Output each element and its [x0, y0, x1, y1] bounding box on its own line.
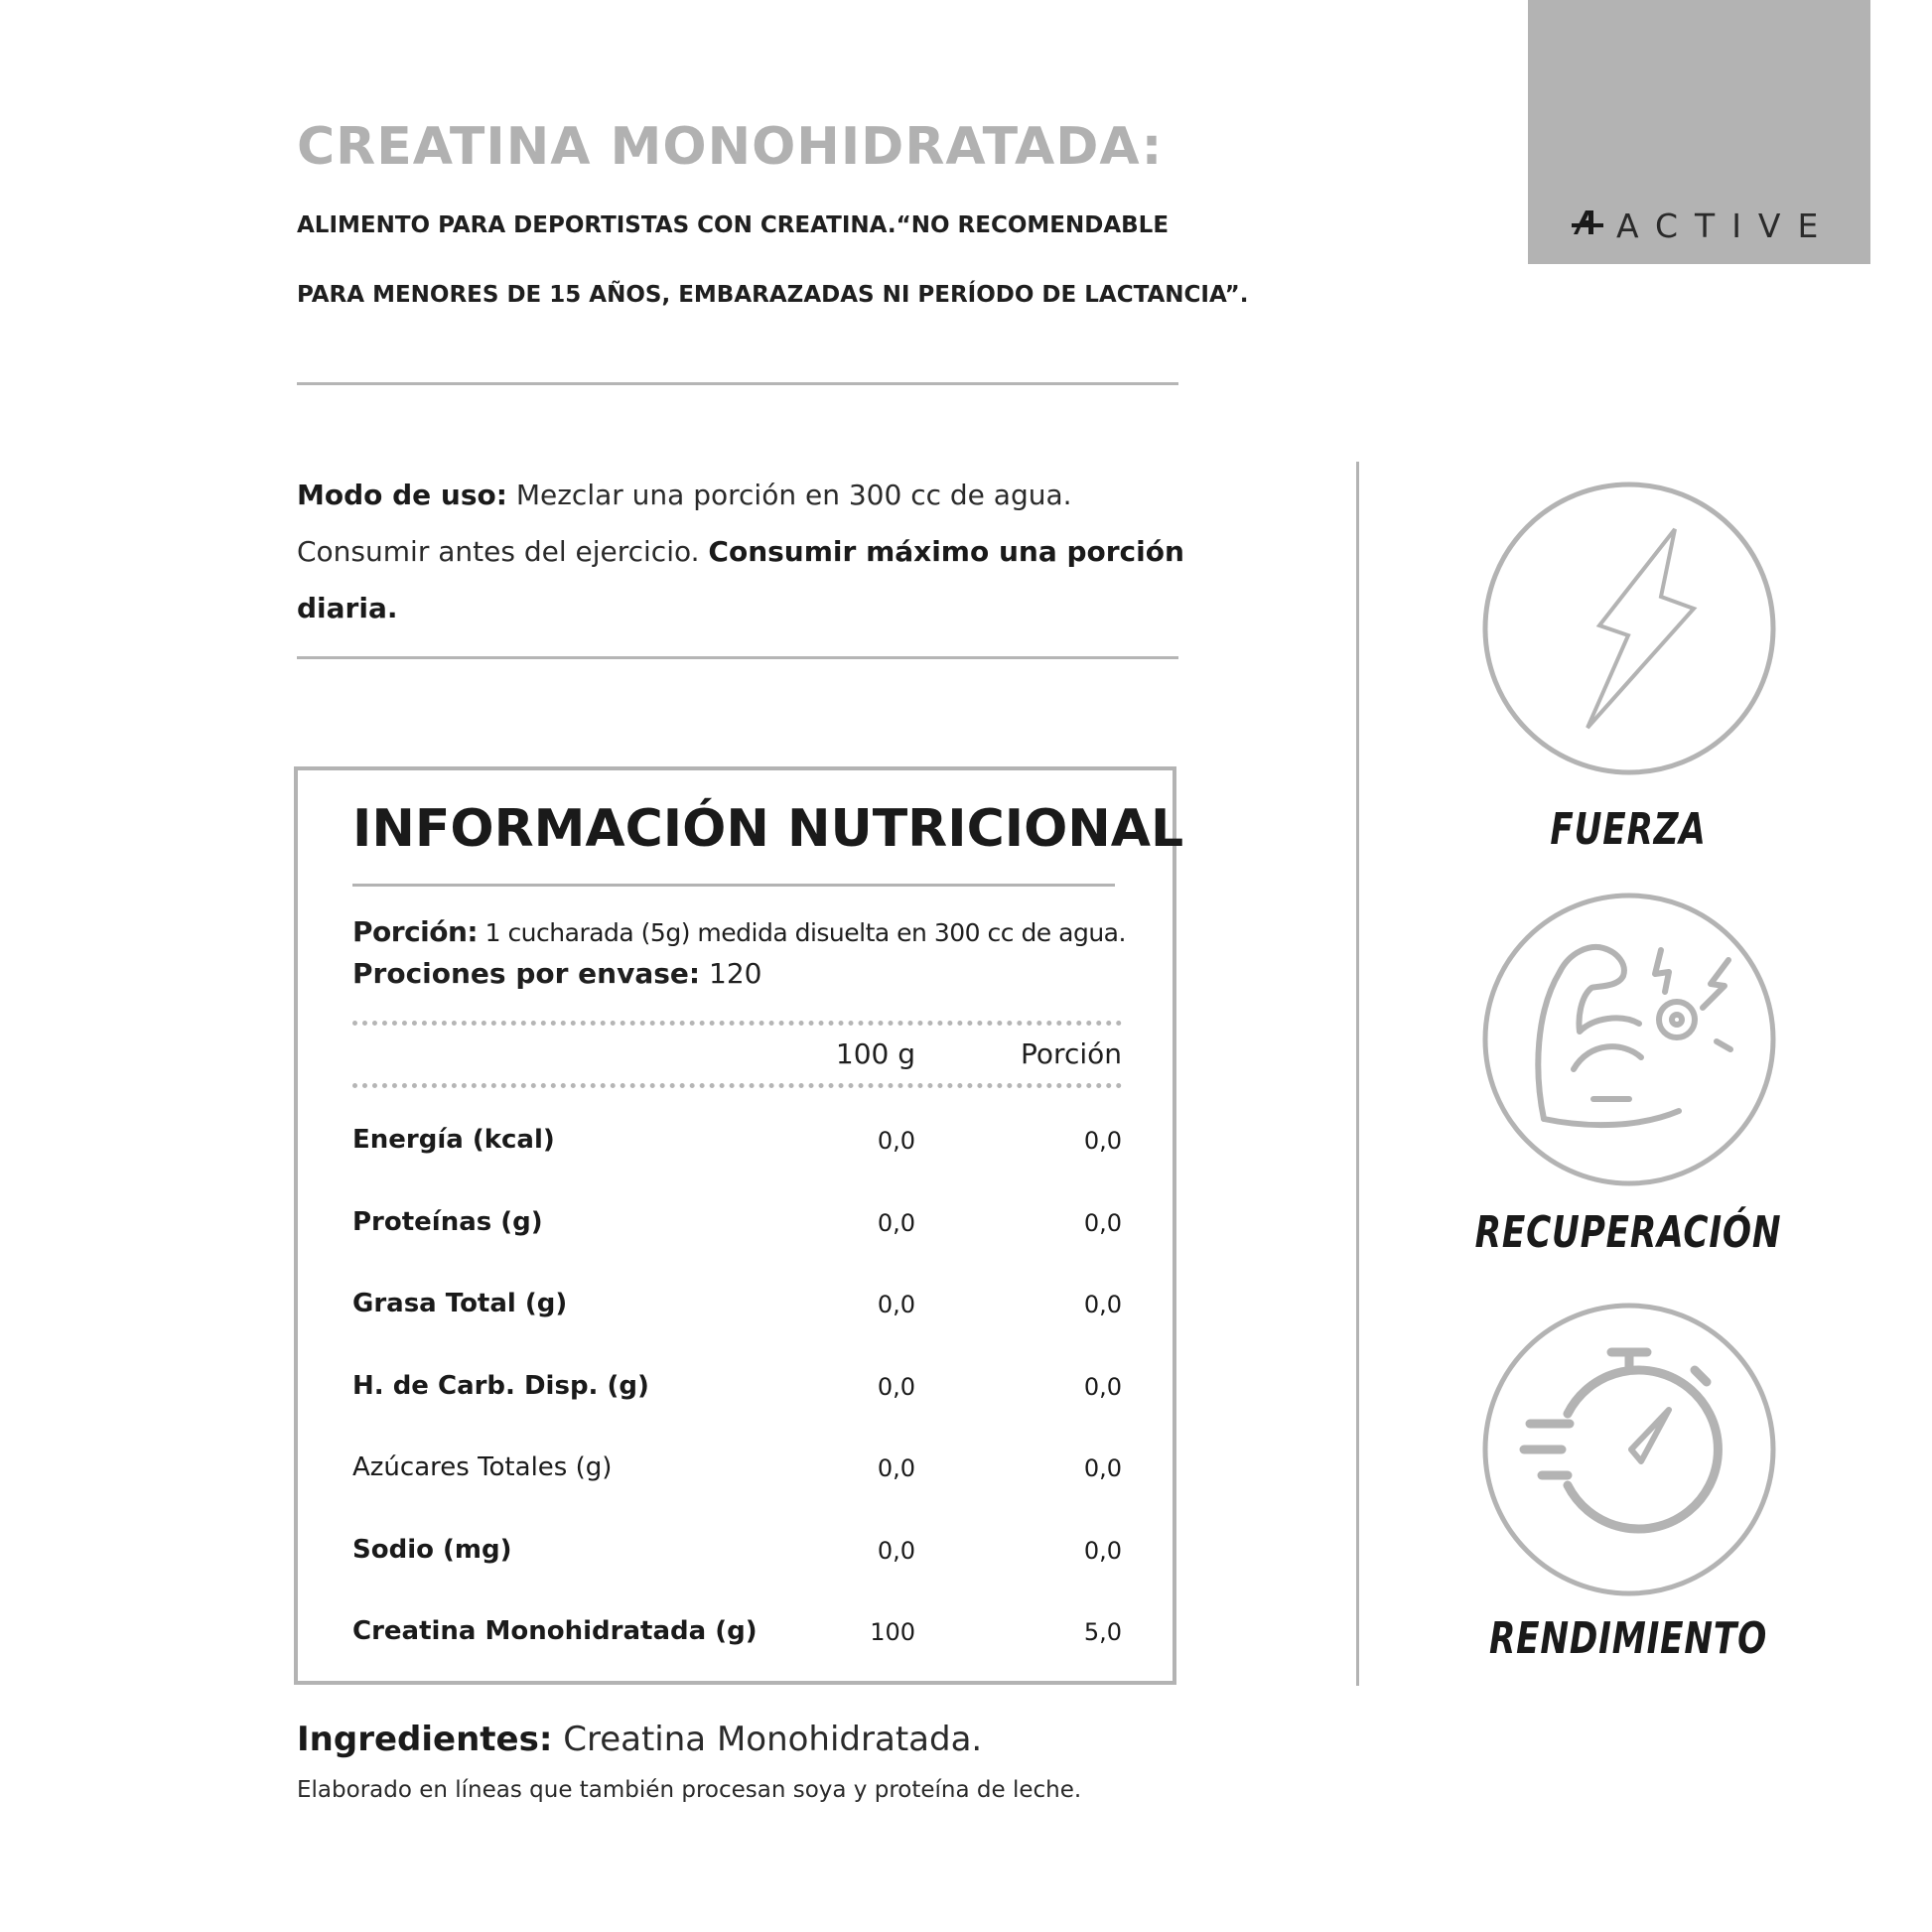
dotted-divider	[352, 1083, 1122, 1088]
column-header-100g: 100 g	[835, 1037, 915, 1070]
nutrient-value-100g: 0,0	[877, 1127, 915, 1155]
dotted-divider	[352, 1021, 1122, 1026]
usage-emphasis: Consumir máximo una porción diaria.	[297, 535, 1184, 624]
portion-info	[352, 915, 1126, 948]
benefit-label-rendimiento: RENDIMIENTO	[1488, 1613, 1768, 1664]
servings-label: Prociones por envase:	[352, 957, 701, 990]
nutrient-value-portion: 5,0	[1083, 1618, 1122, 1646]
product-subtitle-line-1: ALIMENTO PARA DEPORTISTAS CON CREATINA.“NO RECOMENDABLE	[297, 212, 1170, 238]
benefit-label-recuperacion: RECUPERACIÓN	[1474, 1207, 1782, 1258]
nutrient-label: Proteínas (g)	[352, 1207, 543, 1237]
brand-name: ACTIVE	[1616, 207, 1836, 245]
servings-value: 120	[700, 957, 762, 990]
column-header-portion: Porción	[1021, 1037, 1122, 1070]
flexed-arm-icon	[1482, 893, 1776, 1186]
usage-instructions	[297, 467, 1190, 636]
nutrient-value-portion: 0,0	[1083, 1537, 1122, 1565]
nutrient-label: H. de Carb. Disp. (g)	[352, 1371, 649, 1401]
nutrition-rule	[352, 884, 1115, 887]
nutrient-value-portion: 0,0	[1083, 1454, 1122, 1482]
ingredients	[297, 1720, 982, 1759]
nutrient-value-100g: 0,0	[877, 1209, 915, 1237]
nutrient-value-100g: 0,0	[877, 1537, 915, 1565]
lightning-bolt-icon	[1482, 482, 1776, 775]
usage-text: Mezclar una porción en 300 cc de agua. Consumir antes del ejercicio.	[297, 479, 1072, 568]
nutrient-value-100g: 0,0	[877, 1454, 915, 1482]
stopwatch-icon	[1482, 1303, 1776, 1596]
active-a-logo-icon	[1572, 208, 1603, 236]
product-title: CREATINA MONOHIDRATADA:	[297, 117, 1164, 177]
ingredients-value: Creatina Monohidratada.	[552, 1720, 983, 1759]
nutrient-value-portion: 0,0	[1083, 1291, 1122, 1318]
divider	[297, 382, 1178, 385]
nutrient-label: Azúcares Totales (g)	[352, 1452, 613, 1482]
portion-value: 1 cucharada (5g) medida disuelta en 300 cc de agua.	[478, 918, 1126, 947]
nutrient-value-portion: 0,0	[1083, 1373, 1122, 1401]
nutrient-label: Creatina Monohidratada (g)	[352, 1616, 758, 1646]
nutrient-value-100g: 0,0	[877, 1291, 915, 1318]
portion-label: Porción:	[352, 915, 479, 948]
servings-info	[352, 957, 761, 990]
nutrient-value-100g: 100	[870, 1618, 915, 1646]
usage-label: Modo de uso:	[297, 479, 507, 511]
nutrient-value-100g: 0,0	[877, 1373, 915, 1401]
nutrient-label: Energía (kcal)	[352, 1125, 555, 1155]
benefit-label-fuerza: FUERZA	[1550, 804, 1707, 855]
nutrient-label: Grasa Total (g)	[352, 1289, 568, 1318]
nutrition-title: INFORMACIÓN NUTRICIONAL	[352, 799, 1184, 859]
vertical-divider	[1356, 462, 1359, 1686]
divider	[297, 656, 1178, 659]
allergen-note: Elaborado en líneas que también procesan soya y proteína de leche.	[297, 1777, 1082, 1803]
nutrient-value-portion: 0,0	[1083, 1127, 1122, 1155]
nutrient-label: Sodio (mg)	[352, 1535, 512, 1565]
ingredients-label: Ingredientes:	[297, 1720, 553, 1759]
nutrient-value-portion: 0,0	[1083, 1209, 1122, 1237]
product-subtitle-line-2: PARA MENORES DE 15 AÑOS, EMBARAZADAS NI PERÍODO DE LACTANCIA”.	[297, 282, 1249, 308]
